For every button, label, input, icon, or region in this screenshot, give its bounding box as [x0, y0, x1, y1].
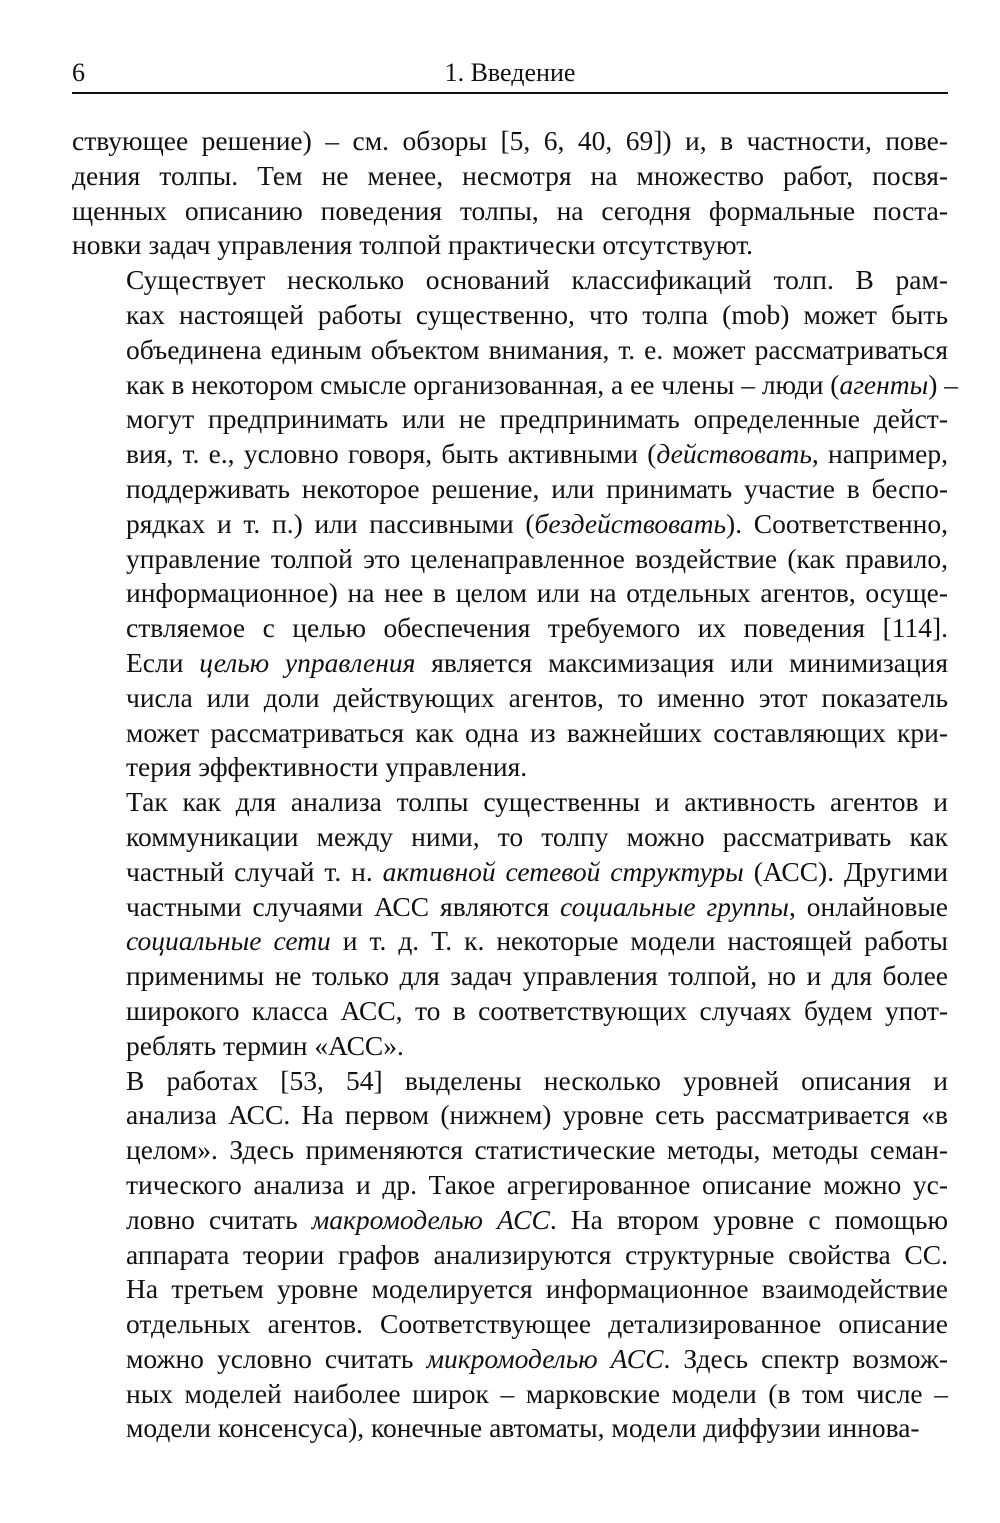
text-line: [72, 716, 948, 751]
book-page: [72, 52, 959, 1446]
text-run: ных моделей наиболее широк – марковские модели (в том числе –: [126, 1377, 948, 1409]
text-line: [72, 402, 948, 437]
text-run: широкого класса АСС, то в соответствующих случаях будем упот-: [126, 994, 948, 1026]
text-run: дения толпы. Тем не менее, несмотря на множество работ, посвя-: [72, 159, 948, 191]
text-run: вия, т. е., условно говоря, быть активными (: [126, 438, 657, 470]
text-run: можно условно считать: [126, 1342, 427, 1374]
text-line: [72, 1307, 948, 1342]
text-run: управление толпой это целенаправленное воздействие (как правило,: [126, 542, 948, 574]
text-run: Существует несколько оснований классификаций толп. В рам-: [126, 264, 948, 296]
text-run: . Здесь спектр возмож-: [663, 1342, 948, 1374]
text-run: реблять термин «АСС».: [126, 1029, 404, 1061]
italic-term: макромоделью АСС: [311, 1203, 550, 1235]
text-run: информационное) на нее в целом или на отдельных агентов, осуще-: [126, 577, 948, 609]
running-title: 1. Введение: [444, 58, 576, 87]
text-run: отдельных агентов. Соответствующее детализированное описание: [126, 1308, 948, 1340]
italic-term: целью управления: [199, 646, 416, 678]
text-line: [72, 611, 948, 646]
text-line: [72, 890, 948, 925]
text-run: Так как для анализа толпы существенны и активность агентов и: [126, 786, 948, 818]
text-run: могут предпринимать или не предпринимать определенные дейст-: [126, 403, 948, 435]
text-line: [72, 994, 948, 1029]
italic-term: активной сетевой структуры: [382, 855, 744, 887]
text-line: [72, 228, 948, 263]
text-run: ) –: [928, 368, 959, 400]
text-run: является максимизация или минимизация: [415, 646, 948, 678]
text-line: [72, 298, 948, 333]
paragraph: [72, 263, 959, 785]
text-run: аппарата теории графов анализируются структурные свойства СС.: [126, 1238, 948, 1270]
text-line: [72, 785, 948, 820]
text-line: [72, 681, 948, 716]
text-run: рядках и т. п.) или пассивными (: [126, 507, 535, 539]
text-line: [72, 820, 948, 855]
text-run: коммуникации между ними, то толпу можно рассматривать как: [126, 820, 948, 852]
text-line: [72, 855, 948, 890]
text-line: [72, 1168, 948, 1203]
text-run: (АСС). Другими: [743, 855, 948, 887]
text-line: [72, 1029, 948, 1064]
text-run: числа или доли действующих агентов, то именно этот показатель: [126, 681, 948, 713]
italic-term: действовать: [656, 438, 812, 470]
text-line: [72, 437, 948, 472]
text-run: В работах [53, 54] выделены несколько уровней описания и: [126, 1064, 948, 1096]
text-run: поддерживать некоторое решение, или принимать участие в беспо-: [126, 472, 948, 504]
text-line: [72, 1238, 948, 1273]
text-run: и т. д. Т. к. некоторые модели настоящей работы: [330, 925, 949, 957]
text-line: [72, 1377, 948, 1412]
text-line: [72, 576, 948, 611]
text-run: тического анализа и др. Такое агрегированное описание можно ус-: [126, 1168, 948, 1200]
text-line: [72, 1133, 948, 1168]
text-line: [72, 472, 948, 507]
text-run: щенных описанию поведения толпы, на сегодня формальные поста-: [72, 194, 948, 226]
text-line: [72, 1098, 948, 1133]
italic-term: агенты: [839, 368, 929, 400]
text-line: [72, 507, 948, 542]
text-line: [72, 124, 948, 159]
text-run: ловно считать: [126, 1203, 312, 1235]
text-run: , онлайновые: [788, 890, 949, 922]
text-line: [72, 1342, 948, 1377]
text-run: ках настоящей работы существенно, что толпа (mob) может быть: [126, 298, 948, 330]
text-line: [72, 159, 948, 194]
paragraph: [72, 785, 948, 1063]
text-run: анализа АСС. На первом (нижнем) уровне сеть рассматривается «в: [126, 1099, 948, 1131]
text-line: [72, 333, 948, 368]
text-run: Если: [126, 646, 200, 678]
text-line: [72, 646, 948, 681]
text-run: На третьем уровне моделируется информационное взаимодействие: [126, 1273, 948, 1305]
page-header: [72, 52, 948, 94]
italic-term: социальные сети: [126, 925, 331, 957]
text-line: [72, 1064, 948, 1099]
text-run: новки задач управления толпой практически отсутствуют.: [72, 229, 754, 261]
text-run: применимы не только для задач управления толпой, но и для более: [126, 960, 948, 992]
page-number: 6: [72, 58, 85, 87]
text-run: . На втором уровне с помощью: [549, 1203, 949, 1235]
text-run: может рассматриваться как одна из важнейших составляющих кри-: [126, 716, 948, 748]
text-line: [72, 368, 959, 403]
text-line: [72, 959, 948, 994]
text-line: [72, 750, 948, 785]
text-run: как в некотором смысле организованная, а ее члены – люди (: [126, 368, 840, 400]
italic-term: бездействовать: [534, 507, 727, 539]
body-text: [72, 124, 959, 1446]
text-run: модели консенсуса), конечные автоматы, модели диффузии иннова-: [126, 1412, 920, 1444]
text-run: ствующее решение) – см. обзоры [5, 6, 40, 69]) и, в частности, пове-: [72, 125, 948, 156]
text-run: ствляемое с целью обеспечения требуемого их поведения [114].: [126, 612, 948, 644]
text-line: [72, 263, 948, 298]
text-run: целом». Здесь применяются статистические методы, методы семан-: [126, 1134, 948, 1166]
text-line: [72, 1203, 948, 1238]
italic-term: микромоделью АСС: [426, 1342, 664, 1374]
text-run: частный случай т. н.: [126, 855, 383, 887]
text-line: [72, 194, 948, 229]
text-run: ). Соответственно,: [726, 507, 948, 539]
text-line: [72, 1272, 948, 1307]
italic-term: социальные группы: [560, 890, 789, 922]
text-line: [72, 1411, 948, 1446]
text-line: [72, 542, 948, 577]
paragraph: [72, 124, 948, 263]
text-run: частными случаями АСС являются: [126, 890, 561, 922]
text-run: , например,: [811, 438, 948, 470]
paragraph: [72, 1064, 948, 1447]
text-line: [72, 924, 948, 959]
text-run: терия эффективности управления.: [126, 751, 528, 783]
text-run: объединена единым объектом внимания, т. е. может рассматриваться: [126, 333, 948, 365]
